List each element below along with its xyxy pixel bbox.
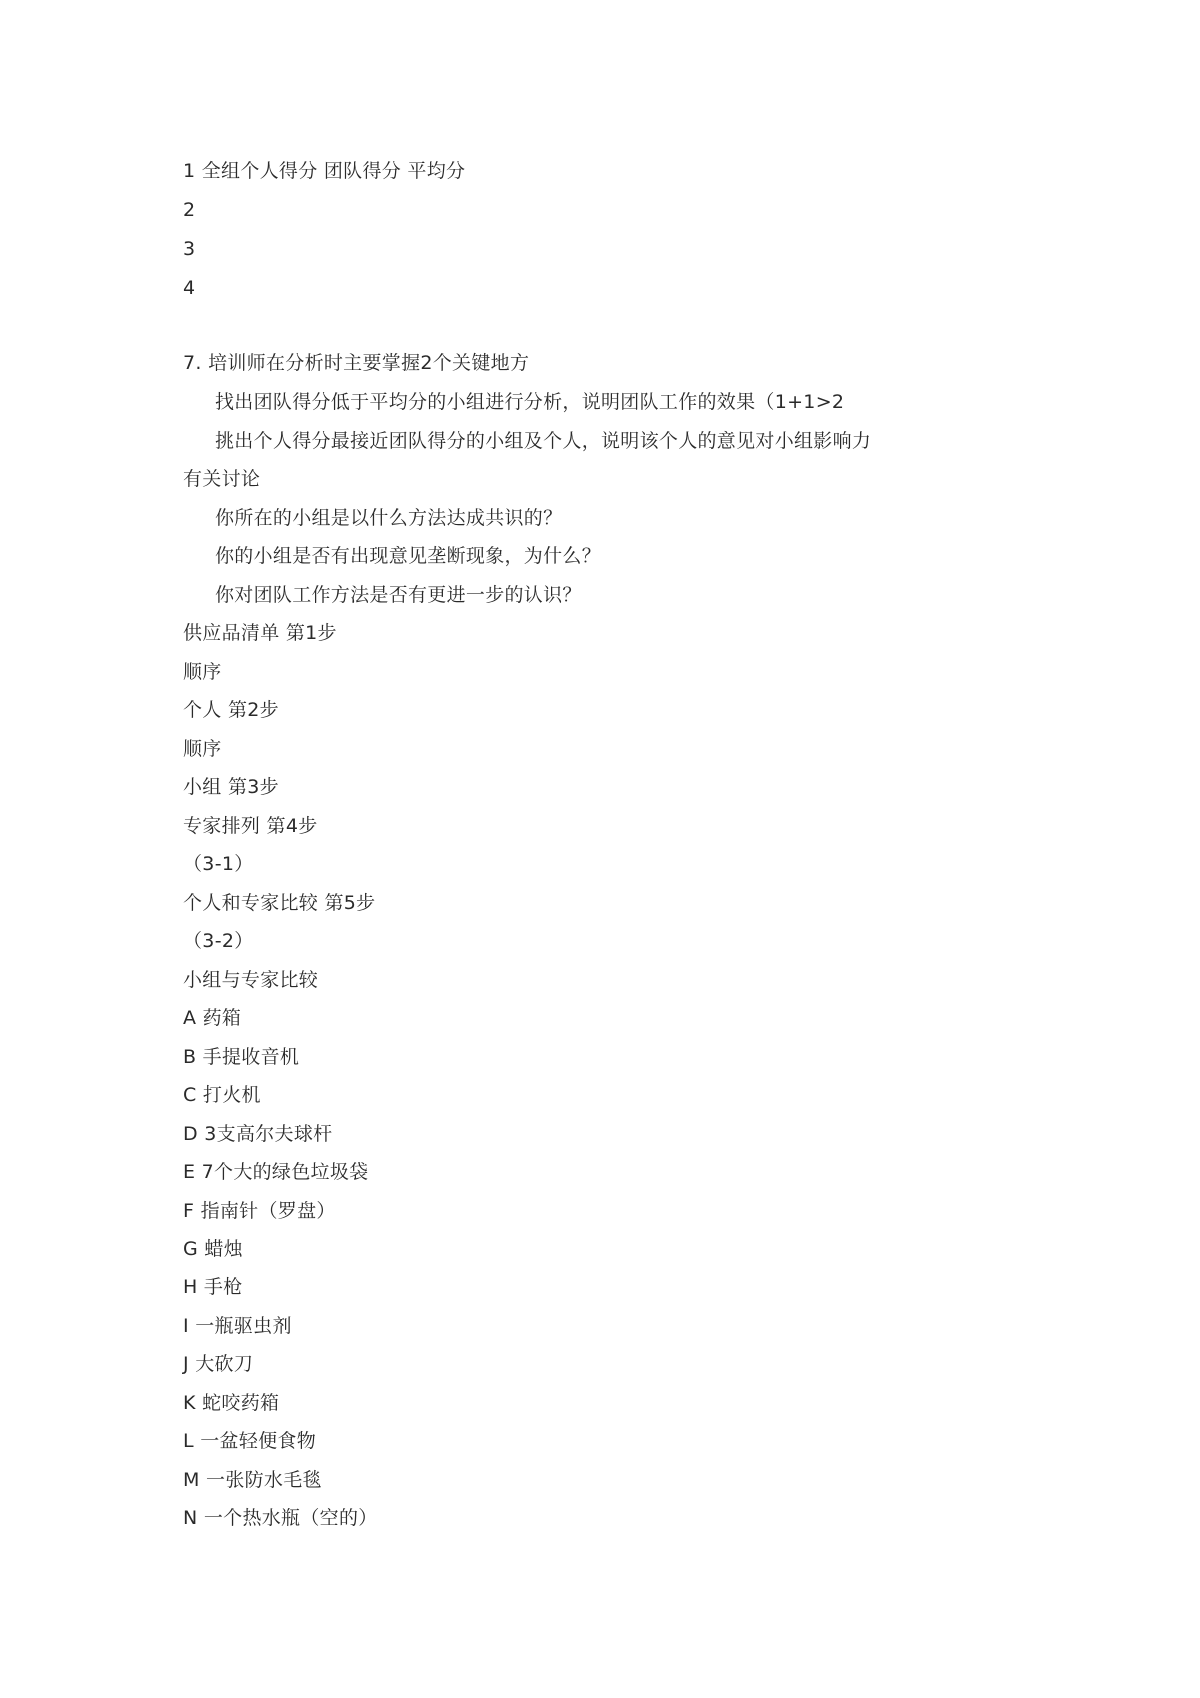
- supply-item: G 蜡烛: [183, 1238, 243, 1260]
- discussion-question-1: 你所在的小组是以什么方法达成共识的？: [215, 507, 563, 529]
- supply-item: I 一瓶驱虫剂: [183, 1315, 292, 1337]
- section-7-heading: 7. 培训师在分析时主要掌握2个关键地方: [183, 352, 530, 374]
- analysis-point-1: 找出团队得分低于平均分的小组进行分析，说明团队工作的效果（1+1>2: [215, 391, 845, 413]
- supply-item: M 一张防水毛毯: [183, 1469, 322, 1491]
- step-line: 专家排列 第4步: [183, 815, 318, 837]
- step-line: （3-1）: [183, 853, 254, 875]
- supply-item: D 3支高尔夫球杆: [183, 1123, 333, 1145]
- step-line: 供应品清单 第1步: [183, 622, 337, 644]
- discussion-question-2: 你的小组是否有出现意见垄断现象，为什么？: [215, 545, 602, 567]
- step-line: 小组 第3步: [183, 776, 279, 798]
- supply-item: F 指南针（罗盘）: [183, 1200, 336, 1222]
- supply-item: N 一个热水瓶（空的）: [183, 1507, 378, 1529]
- supply-item: A 药箱: [183, 1007, 242, 1029]
- supply-item: J 大砍刀: [183, 1353, 254, 1375]
- step-line: 顺序: [183, 661, 222, 683]
- discussion-title: 有关讨论: [183, 468, 261, 490]
- score-row-2: 2: [183, 199, 196, 221]
- analysis-point-2: 挑出个人得分最接近团队得分的小组及个人，说明该个人的意见对小组影响力: [215, 430, 872, 452]
- step-line: 个人 第2步: [183, 699, 279, 721]
- score-row-3: 3: [183, 238, 196, 260]
- step-line: （3-2）: [183, 930, 254, 952]
- supply-item: E 7个大的绿色垃圾袋: [183, 1161, 369, 1183]
- step-line: 顺序: [183, 738, 222, 760]
- score-row-4: 4: [183, 277, 196, 299]
- supply-item: B 手提收音机: [183, 1046, 300, 1068]
- step-line: 个人和专家比较 第5步: [183, 892, 376, 914]
- supply-item: C 打火机: [183, 1084, 261, 1106]
- supply-item: H 手枪: [183, 1276, 243, 1298]
- step-line: 小组与专家比较: [183, 969, 319, 991]
- discussion-question-3: 你对团队工作方法是否有更进一步的认识？: [215, 584, 582, 606]
- score-table-header: 1 全组个人得分 团队得分 平均分: [183, 160, 466, 182]
- supply-item: L 一盆轻便食物: [183, 1430, 317, 1452]
- supply-item: K 蛇咬药箱: [183, 1392, 280, 1414]
